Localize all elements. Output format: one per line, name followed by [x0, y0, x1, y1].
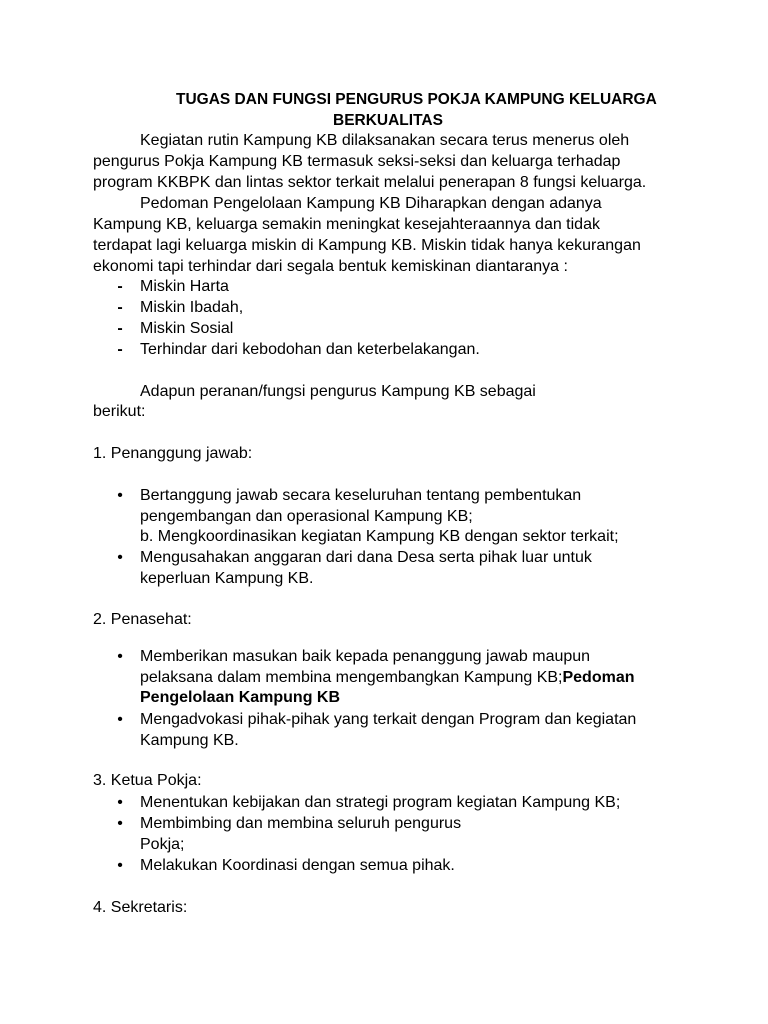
list-item: Memberikan masukan baik kepada penanggung jawab maupun	[140, 648, 591, 665]
list-item: b. Mengkoordinasikan kegiatan Kampung KB dengan sektor terkait;	[140, 528, 619, 545]
list-item: Melakukan Koordinasi dengan semua pihak.	[140, 857, 455, 874]
bullet-marker: •	[117, 648, 123, 665]
bullet-marker: •	[117, 857, 123, 874]
para1-line-1: Kegiatan rutin Kampung KB dilaksanakan secara terus menerus oleh	[140, 132, 630, 149]
bullet-marker: •	[117, 815, 123, 832]
para2-line-2: Kampung KB, keluarga semakin meningkat kesejahteraannya dan tidak	[93, 216, 600, 233]
para3-line-2: berikut:	[93, 403, 146, 420]
dash-marker: -	[117, 278, 123, 295]
bullet-marker: •	[117, 711, 123, 728]
para1-line-2: pengurus Pokja Kampung KB termasuk seksi-seksi dan keluarga terhadap	[93, 153, 621, 170]
dash-marker: -	[117, 299, 123, 316]
section4-heading: 4. Sekretaris:	[93, 899, 188, 916]
bullet-marker: •	[117, 549, 123, 566]
list-item: Pokja;	[140, 836, 185, 853]
list-item: Menentukan kebijakan dan strategi program kegiatan Kampung KB;	[140, 794, 621, 811]
list-item: Miskin Ibadah,	[140, 299, 244, 316]
list-item: Mengadvokasi pihak-pihak yang terkait dengan Program dan kegiatan	[140, 711, 637, 728]
dash-marker: -	[117, 341, 123, 358]
section1-heading: 1. Penanggung jawab:	[93, 445, 253, 462]
bold-heading-text: Pengelolaan Kampung KB	[140, 689, 341, 706]
dash-marker: -	[117, 320, 123, 337]
list-item: Membimbing dan membina seluruh pengurus	[140, 815, 462, 832]
list-item: Kampung KB.	[140, 732, 239, 749]
para2-line-1: Pedoman Pengelolaan Kampung KB Diharapkan dengan adanya	[140, 195, 602, 212]
title-line-2: BERKUALITAS	[333, 112, 443, 129]
list-item-text: pelaksana dalam membina mengembangkan Kampung KB;	[140, 669, 563, 686]
title-line-1: TUGAS DAN FUNGSI PENGURUS POKJA KAMPUNG KELUARGA	[176, 91, 657, 108]
para2-line-4: ekonomi tapi terhindar dari segala bentuk kemiskinan diantaranya :	[93, 258, 568, 275]
list-item: Terhindar dari kebodohan dan keterbelakangan.	[140, 341, 480, 358]
bullet-marker: •	[117, 794, 123, 811]
section2-heading: 2. Penasehat:	[93, 611, 192, 628]
list-item: Bertanggung jawab secara keseluruhan tentang pembentukan	[140, 487, 582, 504]
list-item: Mengusahakan anggaran dari dana Desa serta pihak luar untuk	[140, 549, 592, 566]
list-item	[140, 668, 635, 689]
list-item: Miskin Sosial	[140, 320, 234, 337]
bullet-marker: •	[117, 487, 123, 504]
para1-line-3: program KKBPK dan lintas sektor terkait melalui penerapan 8 fungsi keluarga.	[93, 174, 647, 191]
para3-line-1: Adapun peranan/fungsi pengurus Kampung KB sebagai	[140, 383, 536, 400]
list-item: Miskin Harta	[140, 278, 229, 295]
bold-heading-text: Pedoman	[562, 669, 635, 686]
list-item: pengembangan dan operasional Kampung KB;	[140, 508, 473, 525]
para2-line-3: terdapat lagi keluarga miskin di Kampung KB. Miskin tidak hanya kekurangan	[93, 237, 641, 254]
list-item: keperluan Kampung KB.	[140, 570, 314, 587]
section3-heading: 3. Ketua Pokja:	[93, 772, 202, 789]
